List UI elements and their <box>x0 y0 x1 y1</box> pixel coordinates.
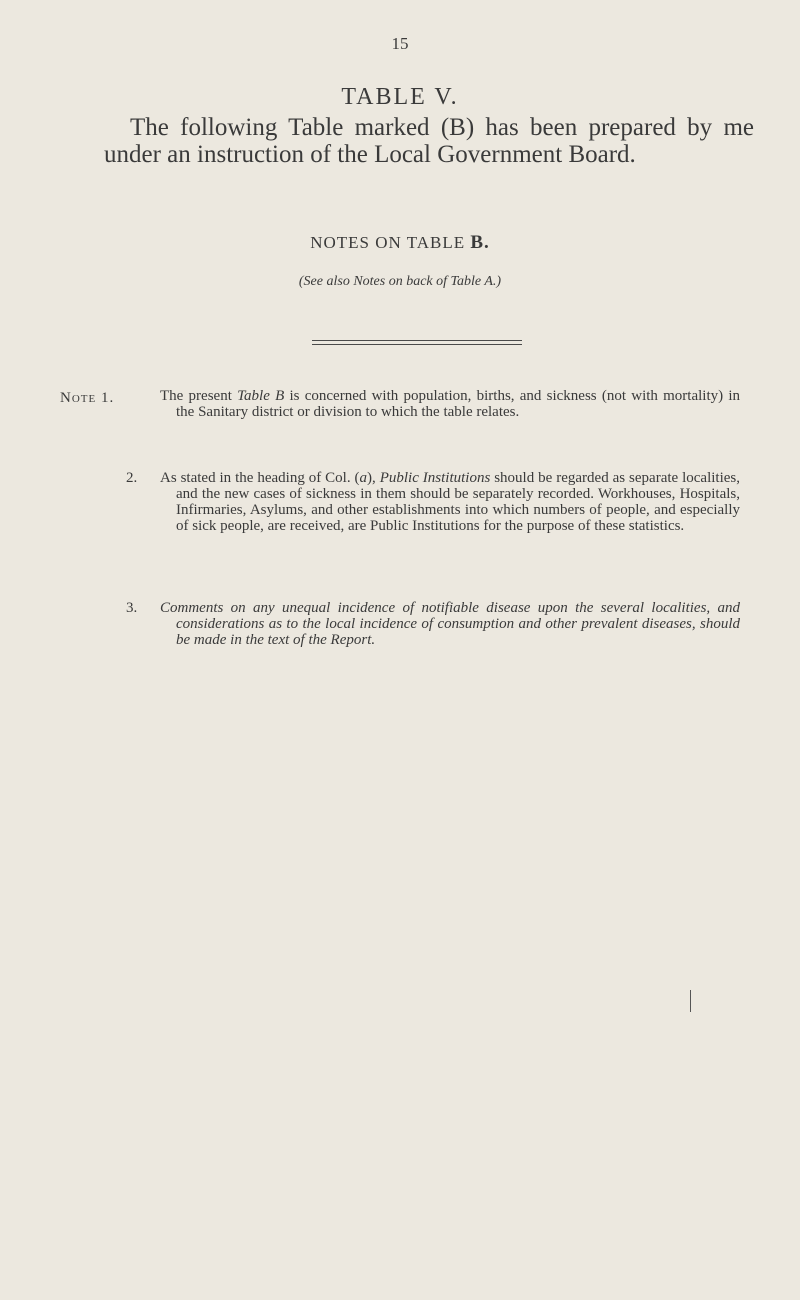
divider-rule-lower <box>312 344 522 345</box>
note-1-label: Note 1. <box>60 390 115 406</box>
note-2-text-b: ), <box>367 470 380 486</box>
note-2-text-a: As stated in the heading of Col. ( <box>160 470 360 486</box>
note-1-text-b: is concerned with population, births, and sickness (not with mortality) in the Sanitary district or division to which the table relates. <box>176 388 741 420</box>
note-2-body <box>160 470 740 534</box>
notes-heading <box>0 232 800 254</box>
note-3-text: Comments on any unequal incidence of notifiable disease upon the several localities, and considerations as to the local incidence of consumption and other prevalent diseases, should be made in the text of the Report. <box>160 600 740 648</box>
note-2-text-c: should be regarded as separate localities, and the new cases of sickness in them should be separately recorded. Workhouses, Hospitals, Infirmaries, Asylums, and other establishments into which numbers of people, and especially of sick people, are received, are Public Institutions for the purpose of these statistics. <box>176 470 740 534</box>
note-1-text-a: The present <box>160 388 238 404</box>
see-also-note: (See also Notes on back of Table A.) <box>298 274 502 289</box>
note-2-label: 2. <box>126 470 138 486</box>
notes-heading-letter: B. <box>470 232 490 253</box>
margin-mark <box>690 990 691 1012</box>
note-2-public-institutions: Public Institutions <box>379 470 491 486</box>
divider-rule <box>312 340 522 341</box>
table-title: TABLE V. <box>341 84 459 110</box>
note-2-col-letter: a <box>359 470 368 486</box>
intro-paragraph: The following Table marked (B) has been prepared by me under an instruction of the Local Government Board. <box>104 114 754 168</box>
note-1-table-ref: Table B <box>237 388 285 404</box>
page-number: 15 <box>391 34 409 53</box>
note-3-label: 3. <box>126 600 138 616</box>
note-1-body <box>160 388 740 420</box>
note-3-body <box>160 600 740 648</box>
notes-heading-text: NOTES ON TABLE <box>310 233 466 252</box>
